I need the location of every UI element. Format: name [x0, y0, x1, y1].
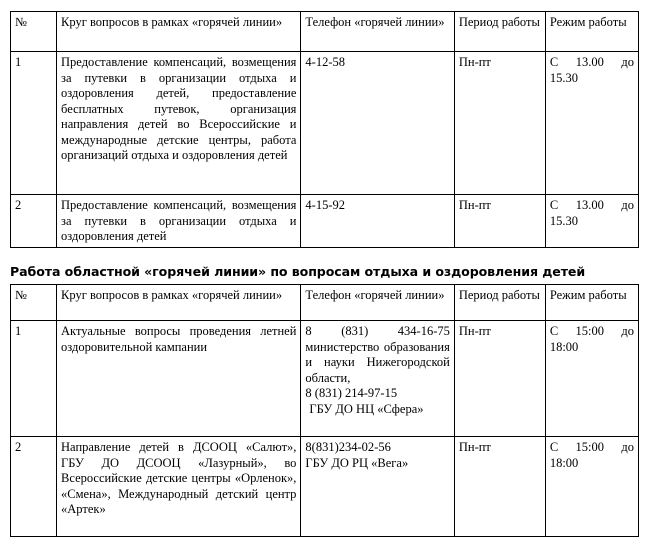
row-number: 1	[11, 52, 57, 195]
table-row	[11, 321, 639, 437]
phone-organization: ГБУ ДО НЦ «Сфера»	[309, 401, 424, 416]
phone-organization: ГБУ ДО РЦ «Вега»	[305, 455, 409, 470]
header-period: Период работы	[454, 12, 545, 52]
row-phone: 4-15-92	[301, 195, 454, 248]
row-period: Пн-пт	[454, 437, 545, 537]
header-hours: Режим работы	[545, 285, 638, 321]
table-row	[11, 52, 639, 195]
phone-number: 8(831)234-02-56	[305, 440, 391, 454]
header-phone: Телефон «горячей линии»	[301, 12, 454, 52]
row-phone	[301, 437, 454, 537]
row-period: Пн-пт	[454, 321, 545, 437]
header-number: №	[11, 12, 57, 52]
section-heading: Работа областной «горячей линии» по вопросам отдыха и оздоровления детей	[10, 264, 586, 279]
header-phone: Телефон «горячей линии»	[301, 285, 454, 321]
header-topic: Круг вопросов в рамках «горячей линии»	[57, 285, 301, 321]
row-topic: Предоставление компенсаций, возмещения за путевки в организации отдыха и оздоровления детей	[57, 195, 301, 248]
row-hours: С 13.00 до 15.30	[545, 52, 638, 195]
row-hours: С 15:00 до 18:00	[545, 437, 638, 537]
header-topic: Круг вопросов в рамках «горячей линии»	[57, 12, 301, 52]
table-row	[11, 437, 639, 537]
hotline-table-local	[10, 11, 639, 248]
row-topic: Направление детей в ДСООЦ «Салют», ГБУ ДО ДСООЦ «Лазурный», во Всероссийские детские центры «Орленок», «Смена», Международный детский центр «Артек»	[57, 437, 301, 537]
row-topic: Актуальные вопросы проведения летней оздоровительной кампании	[57, 321, 301, 437]
row-phone: 4-12-58	[301, 52, 454, 195]
row-period: Пн-пт	[454, 52, 545, 195]
row-period: Пн-пт	[454, 195, 545, 248]
phone-organization: министерство образования и науки Нижегородской области,	[305, 339, 450, 385]
row-hours: С 13.00 до 15.30	[545, 195, 638, 248]
row-number: 2	[11, 437, 57, 537]
table-header-row	[11, 285, 639, 321]
phone-number: 8 (831) 214-97-15	[305, 386, 398, 400]
row-hours: С 15:00 до 18:00	[545, 321, 638, 437]
header-number: №	[11, 285, 57, 321]
row-phone	[301, 321, 454, 437]
hotline-table-regional	[10, 284, 639, 537]
header-period: Период работы	[454, 285, 545, 321]
table-header-row	[11, 12, 639, 52]
table-row	[11, 195, 639, 248]
row-number: 1	[11, 321, 57, 437]
row-topic: Предоставление компенсаций, возмещения за путевки в организации отдыха и оздоровления детей, предоставление бесплатных путевок, организация направления детей во Всероссийские и международные детские центры, работа организаций отдыха и оздоровления детей	[57, 52, 301, 195]
header-hours: Режим работы	[545, 12, 638, 52]
row-number: 2	[11, 195, 57, 248]
phone-number: 8 (831) 434-16-75	[305, 324, 450, 338]
